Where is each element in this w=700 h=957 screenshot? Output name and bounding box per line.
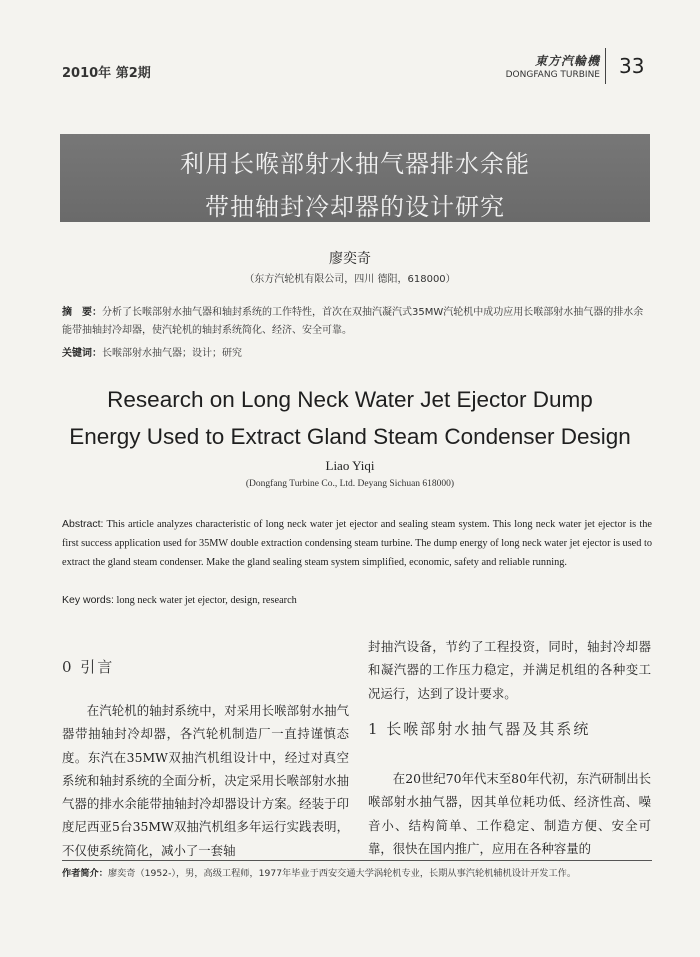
abstract-en-label: Abstract: <box>62 518 104 530</box>
author-footnote <box>62 865 662 879</box>
keywords-cn-label: 关键词： <box>62 348 102 359</box>
title-cn-line2: 带抽轴封冷却器的设计研究 <box>205 193 505 221</box>
keywords-cn <box>62 344 242 359</box>
issue-label: 2010年 第2期 <box>62 66 151 81</box>
header-divider <box>605 48 606 84</box>
footnote-divider <box>62 860 652 861</box>
section-0-paragraph: 在汽轮机的轴封系统中，对采用长喉部射水抽气器带抽轴封冷却器，各汽轮机制造厂一直持谨慎态度。东汽在35MW双抽汽机组设计中，经过对真空系统和轴封系统的全面分析，决定采用长喉部射水抽气器的排水余能带抽轴封冷却器设计方案。经装于印度尼西亚5台35MW双抽汽机组多年运行实践表明，不仅使系统简化，减小了一套轴 <box>62 703 349 858</box>
abstract-en <box>62 515 652 572</box>
section-1-heading: 1 长喉部射水抽气器及其系统 <box>368 720 591 738</box>
page-number: 33 <box>619 54 645 78</box>
abstract-en-text: This article analyzes characteristic of long neck water jet ejector and sealing steam system. This long neck water jet ejector is the first success application used for 35MW double extraction condensing steam turbine. The dump energy of long neck water jet ejector is used to extract the gland steam condenser. Make the gland sealing steam system simplified, economic, safety and reliable running. <box>62 519 653 568</box>
abstract-cn-text: 分析了长喉部射水抽气器和轴封系统的工作特性，首次在双抽汽凝汽式35MW汽轮机中成功应用长喉部射水抽气器的排水余能带抽轴封冷却器，使汽轮机的轴封系统简化、经济、安全可靠。 <box>62 307 644 336</box>
section-0-heading: 0 引言 <box>62 658 115 676</box>
abstract-cn-label: 摘 要： <box>62 307 102 318</box>
right-continued-paragraph: 封抽汽设备，节约了工程投资，同时，轴封冷却器和凝汽器的工作压力稳定，并满足机组的各种变工况运行，达到了设计要求。 <box>368 639 651 701</box>
author-en: Liao Yiqi <box>325 458 375 473</box>
title-en-line1: Research on Long Neck Water Jet Ejector Dump <box>107 387 593 412</box>
abstract-cn <box>62 304 650 340</box>
logo-cn: 東方汽輪機 <box>534 54 600 68</box>
footnote-text: 廖奕奇（1952-），男，高级工程师，1977年毕业于西安交通大学涡轮机专业，长期从事汽轮机辅机设计开发工作。 <box>107 868 577 879</box>
author-cn: 廖奕奇 <box>329 251 371 267</box>
affiliation-cn: （东方汽轮机有限公司，四川 德阳，618000） <box>244 274 456 285</box>
title-en-line2: Energy Used to Extract Gland Steam Condenser Design <box>69 424 631 449</box>
journal-logo <box>506 52 600 80</box>
title-banner <box>60 134 650 222</box>
keywords-en-text: long neck water jet ejector, design, research <box>116 595 297 606</box>
section-1-paragraph: 在20世纪70年代末至80年代初，东汽研制出长喉部射水抽气器，因其单位耗功低、经济性高、噪音小、结构简单、工作稳定、制造方便、安全可靠，很快在国内推广，应用在各种容量的 <box>368 771 651 856</box>
logo-en: DONGFANG TURBINE <box>505 70 600 80</box>
keywords-en-label: Key words: <box>62 594 114 606</box>
footnote-label: 作者简介： <box>62 868 108 879</box>
affiliation-en: (Dongfang Turbine Co., Ltd. Deyang Sichuan 618000) <box>245 479 455 489</box>
title-cn-line1: 利用长喉部射水抽气器排水余能 <box>180 150 530 178</box>
keywords-en <box>62 594 297 606</box>
keywords-cn-text: 长喉部射水抽气器；设计；研究 <box>102 348 242 359</box>
